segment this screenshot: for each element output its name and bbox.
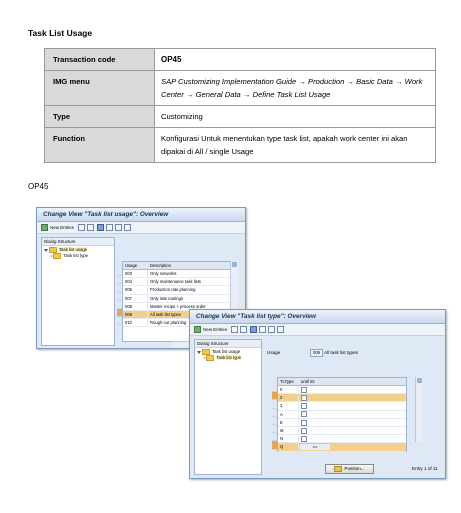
- description-cell: Only maintenance task lists: [150, 279, 201, 285]
- usage-cell: 003: [123, 270, 148, 277]
- tree-node-task-list-type[interactable]: • Task list type: [51, 253, 89, 259]
- bullet-icon: •: [51, 253, 53, 259]
- task-list-type-window: [189, 309, 446, 479]
- until-material-checkbox[interactable]: [301, 387, 307, 393]
- table-settings-icon[interactable]: [417, 378, 422, 383]
- img-menu-value: SAP Customizing Implementation Guide → Production → Basic Data → Work Center → General Data → Define Task List Usage: [155, 71, 436, 106]
- task-list-type-table: [277, 377, 407, 452]
- until-material-checkbox[interactable]: [301, 411, 307, 417]
- table-row[interactable]: [278, 419, 406, 427]
- table-row[interactable]: [123, 270, 231, 278]
- window-title: Change View "Task list type": Overview: [190, 310, 445, 324]
- table-row: [45, 128, 436, 163]
- dialog-structure-pane: [194, 339, 262, 475]
- dialog-structure-pane: [41, 237, 115, 346]
- table-row[interactable]: [278, 435, 406, 443]
- until-material-checkbox[interactable]: [301, 428, 307, 434]
- usage-cell: 010: [123, 319, 148, 326]
- deselect-icon[interactable]: [268, 326, 275, 333]
- delete-icon[interactable]: [87, 224, 94, 231]
- deselect-icon[interactable]: [115, 224, 122, 231]
- table-row[interactable]: [278, 427, 406, 435]
- folder-open-icon: [202, 349, 210, 355]
- table-row: [45, 106, 436, 128]
- select-all-icon[interactable]: [259, 326, 266, 333]
- until-material-checkbox[interactable]: [301, 420, 307, 426]
- copy-icon[interactable]: [78, 224, 85, 231]
- folder-open-icon: [49, 247, 57, 253]
- delete-icon[interactable]: [240, 326, 247, 333]
- until-material-checkbox[interactable]: [301, 395, 307, 401]
- description-cell: Rough-cut planning: [150, 320, 187, 326]
- type-value: Customizing: [155, 106, 436, 128]
- tltype-cell: E: [278, 419, 299, 426]
- transaction-code-value: OP45: [155, 49, 436, 71]
- column-header-usage[interactable]: Usage: [123, 262, 148, 269]
- usage-cell: 009: [123, 311, 148, 318]
- expand-icon[interactable]: [197, 351, 201, 354]
- table-row[interactable]: [123, 278, 231, 286]
- new-entries-button[interactable]: New Entries: [203, 327, 227, 332]
- column-header-until[interactable]: until mt: [301, 379, 315, 384]
- table-row: [45, 49, 436, 71]
- edit-icon[interactable]: [41, 224, 48, 231]
- table-row[interactable]: [278, 386, 406, 394]
- document-title: Task List Usage: [28, 28, 93, 38]
- until-material-checkbox[interactable]: [301, 403, 307, 409]
- tltype-cell: 3: [278, 402, 299, 409]
- folder-icon: [53, 253, 61, 259]
- horizontal-scrollbar[interactable]: ◂ ▸: [300, 443, 330, 450]
- tree-node-task-list-type[interactable]: • Task list type: [204, 355, 242, 361]
- row-key: IMG menu: [45, 71, 155, 106]
- tree-node-task-list-usage[interactable]: Task list usage: [197, 349, 259, 355]
- entry-counter: Entry 1 of 11: [412, 466, 438, 471]
- copy-icon[interactable]: [231, 326, 238, 333]
- toolbar: [37, 222, 245, 234]
- screenshot-heading: OP45: [28, 182, 49, 191]
- usage-cell: 008: [123, 303, 148, 310]
- dialog-structure-label: Dialog Structure: [42, 238, 114, 246]
- description-cell: Production rate planning: [150, 287, 196, 293]
- tree-node-task-list-usage[interactable]: Task list usage: [44, 247, 112, 253]
- description-cell: All task list types: [150, 311, 181, 317]
- position-button[interactable]: Position...: [325, 464, 374, 474]
- usage-description: All task list types: [324, 350, 358, 355]
- table-row[interactable]: [278, 443, 406, 451]
- description-cell: Master recipe + process order: [150, 303, 206, 309]
- tltype-cell: N: [278, 435, 299, 442]
- until-material-checkbox[interactable]: [301, 436, 307, 442]
- usage-cell: 004: [123, 278, 148, 285]
- row-key: Type: [45, 106, 155, 128]
- usage-field[interactable]: 009: [310, 349, 323, 357]
- tltype-cell: A: [278, 411, 299, 418]
- folder-icon: [206, 355, 214, 361]
- details-icon[interactable]: [124, 224, 131, 231]
- new-entries-button[interactable]: New Entries: [50, 225, 74, 230]
- info-table: [44, 48, 436, 163]
- details-icon[interactable]: [277, 326, 284, 333]
- column-header-tltype[interactable]: TLType: [278, 378, 299, 385]
- usage-label: Usage: [267, 350, 281, 355]
- undo-icon[interactable]: [97, 224, 104, 231]
- table-row[interactable]: [123, 286, 231, 294]
- table-settings-icon[interactable]: [232, 262, 237, 267]
- table-row[interactable]: [123, 295, 231, 303]
- tltype-cell: 0: [278, 386, 299, 393]
- window-title: Change View "Task list usage": Overview: [37, 208, 245, 222]
- undo-icon[interactable]: [250, 326, 257, 333]
- dialog-structure-label: Dialog Structure: [195, 340, 261, 348]
- function-value: Konfigurasi Untuk menentukan type task list, apakah work center ini akan dipakai di All / single Usage: [155, 128, 436, 163]
- table-row[interactable]: [278, 402, 406, 410]
- row-key: Function: [45, 128, 155, 163]
- column-header-description[interactable]: Description: [150, 263, 171, 268]
- tltype-cell: Q: [278, 443, 299, 450]
- usage-cell: 005: [123, 286, 148, 293]
- table-row[interactable]: [278, 411, 406, 419]
- select-all-icon[interactable]: [106, 224, 113, 231]
- description-cell: Only rate routings: [150, 295, 184, 301]
- description-cell: Only networks: [150, 271, 177, 276]
- vertical-scrollbar[interactable]: [415, 377, 423, 442]
- bullet-icon: •: [204, 355, 206, 361]
- row-key: Transaction code: [45, 49, 155, 71]
- table-row[interactable]: [278, 394, 406, 402]
- expand-icon[interactable]: [44, 249, 48, 252]
- usage-cell: 007: [123, 295, 148, 302]
- table-row: [45, 71, 436, 106]
- toolbar: [190, 324, 445, 336]
- position-icon: [334, 466, 342, 472]
- edit-icon[interactable]: [194, 326, 201, 333]
- tltype-cell: M: [278, 427, 299, 434]
- tltype-cell: 2: [278, 394, 299, 401]
